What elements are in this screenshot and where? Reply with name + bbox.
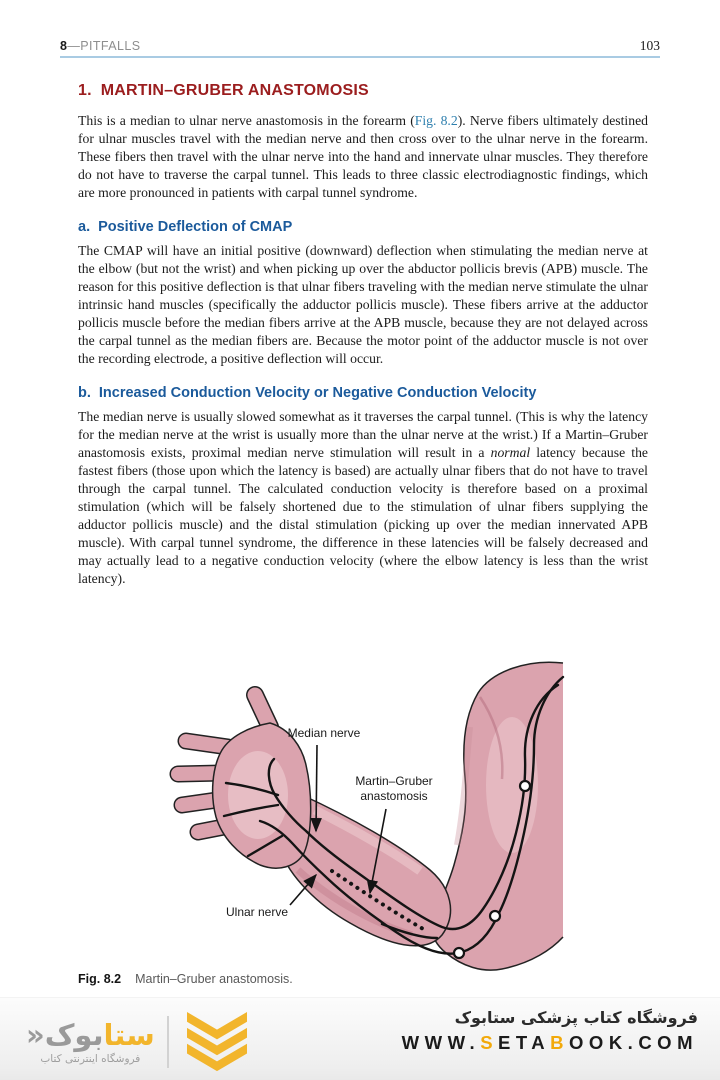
- url-rest: OOK.COM: [569, 1032, 698, 1053]
- intro-text-before: This is a median to ulnar nerve anastomosis in the forearm (: [78, 113, 415, 128]
- subsection-a-letter: a.: [78, 219, 91, 235]
- wordmark-yellow-part: ستا: [103, 1017, 155, 1052]
- wordmark-chevron-glyph: «: [26, 1017, 45, 1052]
- subsection-b-letter: b.: [78, 385, 91, 401]
- subsection-a-title: [78, 219, 648, 235]
- arm-illustration: [120, 635, 600, 975]
- martin-gruber-label-line1: Martin–Gruber: [355, 774, 433, 788]
- chapter-heading: [60, 39, 140, 53]
- section-number: 1.: [78, 82, 92, 99]
- url-accent-s: S: [480, 1032, 499, 1053]
- intro-text-after: ). Nerve fibers ultimately destined for ulnar muscles travel with the median nerve and then cross over to the ulnar nerve in the forearm. These fibers then travel with the ulnar nerve into the hand and innervate ulnar muscles. They therefore do not have to traverse the carpal tunnel. This leads to three classic electrodiagnostic findings, which are more pronounced in patients with carpal tunnel syndrome.: [78, 113, 648, 200]
- section-title: [78, 82, 648, 100]
- wordmark-gray-part: بوک: [44, 1017, 104, 1052]
- section-name: MARTIN–GRUBER ANASTOMOSIS: [100, 82, 369, 99]
- logo-chevron-icon: [181, 1012, 253, 1072]
- subsection-b-paragraph: [78, 408, 648, 588]
- chapter-number: 8: [60, 39, 68, 53]
- logo-tagline: فروشگاه اینترنتی کتاب: [40, 1052, 141, 1065]
- subsection-b-text-before: The median nerve is usually slowed somewhat as it traverses the carpal tunnel. (This is why the latency for the median nerve at the wrist is usually more than the ulnar nerve at the wrist.) If a Martin–Gruber anastomosis exists, proximal median nerve stimulation will result in a: [78, 409, 648, 460]
- italic-word: normal: [490, 445, 531, 460]
- watermark-footer: [0, 997, 720, 1080]
- martin-gruber-label-line2: anastomosis: [360, 789, 428, 803]
- ulnar-nerve-label: Ulnar nerve: [225, 905, 289, 919]
- figure-caption: [78, 972, 660, 986]
- figure-caption-text: Martin–Gruber anastomosis.: [135, 972, 293, 986]
- logo-wordmark-block: [26, 1017, 155, 1065]
- website-url[interactable]: [402, 1032, 698, 1054]
- text-column: [78, 76, 648, 588]
- figure-caption-label: Fig. 8.2: [78, 972, 122, 986]
- logo-divider: [167, 1016, 169, 1068]
- subsection-a-paragraph: The CMAP will have an initial positive (downward) deflection when stimulating the median nerve at the elbow (but not the wrist) and when picking up over the abductor pollicis brevis (APB) muscle. The reason for this positive deflection is that ulnar fibers traveling with the median nerve stimulate the ulnar intrinsic hand muscles (specifically the adductor pollicis muscle). These fibers arrive at the adductor pollicis muscle before the median fibers arrive at the APB muscle, because they are not delayed across the carpal tunnel as the median fibers are. Because the motor point of the adductor muscle is not over the recording electrode, a positive deflection will occur.: [78, 243, 648, 366]
- figure-reference-link[interactable]: Fig. 8.2: [414, 113, 458, 128]
- intro-paragraph: [78, 112, 648, 202]
- url-www: WWW.: [401, 1032, 481, 1053]
- subsection-b-text-after: latency because the fastest fibers (those upon which the latency is based) are actually ulnar fibers that do not have to travel through the carpal tunnel. The calculated conduction velocity is therefore based on a proximal stimulation (which will be falsely shortened due to the stimulation of ulnar fibers supplying the adductor pollicis muscle) and the distal stimulation (picking up over the median innervated APB muscle). With carpal tunnel syndrome, the difference in these latencies will be falsely decreased and may actually lead to a negative conduction velocity (where the elbow latency is less than the wrist latency).: [78, 445, 648, 586]
- setabook-logo: [26, 1012, 253, 1072]
- header-rule: [60, 56, 660, 58]
- chapter-separator: —: [67, 39, 81, 53]
- page-number: 103: [639, 38, 660, 53]
- logo-wordmark: [26, 1017, 155, 1052]
- bookstore-info: [402, 1008, 698, 1054]
- chapter-title: PITFALLS: [80, 39, 141, 53]
- median-nerve-label: Median nerve: [287, 726, 361, 740]
- subsection-a-name: Positive Deflection of CMAP: [98, 219, 293, 235]
- subsection-b-title: [78, 385, 648, 401]
- store-name-persian: فروشگاه کتاب پزشکی ستابوک: [454, 1008, 698, 1027]
- url-eta: ETA: [498, 1032, 551, 1053]
- url-accent-b: B: [550, 1032, 570, 1053]
- subsection-b-name: Increased Conduction Velocity or Negative Conduction Velocity: [98, 385, 537, 401]
- running-head: [60, 38, 660, 54]
